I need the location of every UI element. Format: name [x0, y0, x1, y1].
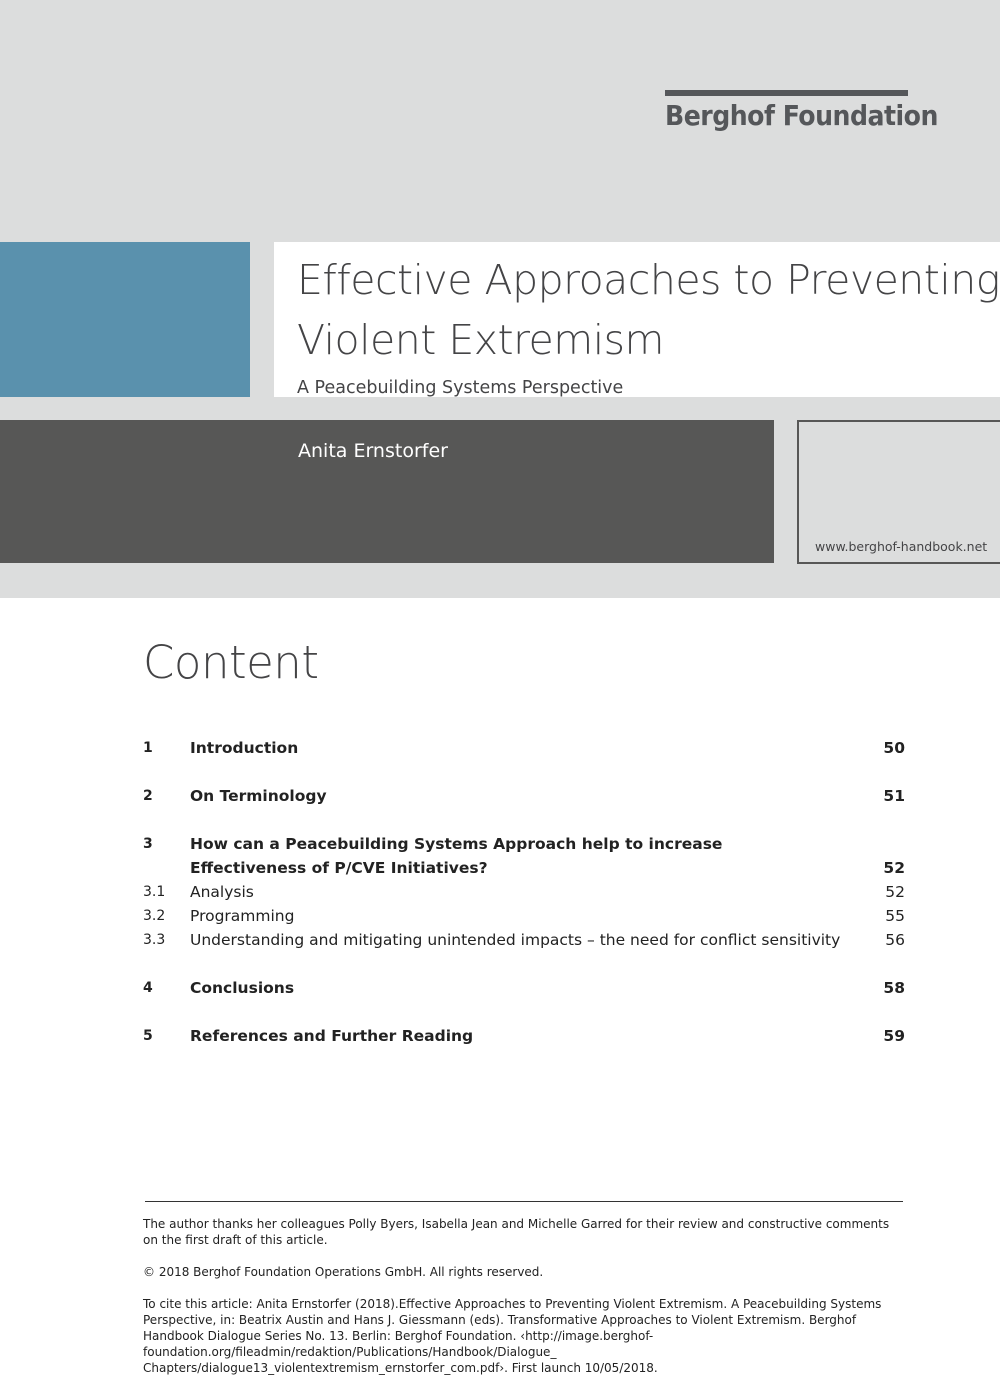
toc-entry-label: Introduction — [190, 739, 299, 757]
citation-link[interactable]: ‹http://image.berghof-foundation.org/fileadmin/redaktion/Publications/Handbook/Dialogue_ Chapters/dialogue13_violentextremism_ernstorfer_com.pdf› — [143, 1329, 654, 1375]
toc-entry-num: 3.3 — [143, 932, 166, 948]
toc-entry-num: 2 — [143, 788, 153, 804]
footer-divider — [145, 1201, 903, 1202]
copyright-text: © 2018 Berghof Foundation Operations GmbH. All rights reserved. — [143, 1265, 544, 1279]
berghof-logo — [665, 90, 938, 133]
author-box — [0, 420, 774, 563]
citation-suffix: . First launch 10/05/2018. — [504, 1361, 658, 1375]
toc-entry[interactable] — [143, 976, 905, 1000]
toc-entry-label: How can a Peacebuilding Systems Approach help to increase Effectiveness of P/CVE Initiatives? — [190, 835, 723, 877]
author-name: Anita Ernstorfer — [298, 440, 448, 462]
toc-entry[interactable] — [143, 928, 905, 952]
toc-entry-page: 52 — [883, 859, 905, 877]
website-box — [797, 420, 1000, 564]
acknowledgement-text: The author thanks her colleagues Polly Byers, Isabella Jean and Michelle Garred for their review and constructive comments on the first draft of this article. — [143, 1217, 890, 1247]
article-subtitle: A Peacebuilding Systems Perspective — [297, 378, 624, 398]
toc-entry[interactable] — [143, 736, 905, 760]
toc-entry-page: 58 — [883, 979, 905, 997]
title-box — [274, 242, 1000, 397]
toc-entry-num: 5 — [143, 1028, 153, 1044]
toc-entry-label: On Terminology — [190, 787, 327, 805]
website-link[interactable]: www.berghof-handbook.net — [815, 539, 988, 554]
toc-entry-page: 55 — [885, 907, 905, 925]
toc-entry[interactable] — [143, 784, 905, 808]
toc-entry-page: 50 — [883, 739, 905, 757]
toc-entry-label: Understanding and mitigating unintended impacts – the need for conflict sensitivity — [190, 931, 841, 949]
toc-entry[interactable] — [143, 832, 905, 880]
toc-entry-num: 4 — [143, 980, 153, 996]
accent-block — [0, 242, 250, 397]
toc-entry-num: 1 — [143, 740, 153, 756]
citation-text — [143, 1296, 905, 1376]
toc-entry-page: 56 — [885, 931, 905, 949]
toc-entry-label: Analysis — [190, 883, 254, 901]
toc-entry-label: Conclusions — [190, 979, 295, 997]
toc-entry[interactable] — [143, 1024, 905, 1048]
toc-entry[interactable] — [143, 904, 905, 928]
toc-entry[interactable] — [143, 880, 905, 904]
toc-heading: Content — [143, 636, 319, 689]
toc-entry-num: 3 — [143, 836, 153, 852]
citation-prefix: To cite this article: Anita Ernstorfer (2018).Effective Approaches to Preventing Violent Extremism. A Peacebuilding Systems Perspective, in: Beatrix Austin and Hans J. Giessmann (eds). Transformative Approaches to Violent Extremism. Berghof Handbook Dialogue Series No. 13. Berlin: Berghof Foundation. — [143, 1297, 882, 1343]
article-title: Effective Approaches to Preventing Violent Extremism — [297, 256, 1000, 364]
toc-entry-label: References and Further Reading — [190, 1027, 474, 1045]
footer — [143, 1216, 905, 1392]
logo-text: Berghof Foundation — [665, 99, 938, 132]
toc-entry-page: 51 — [883, 787, 905, 805]
toc-entry-label: Programming — [190, 907, 295, 925]
toc-entry-num: 3.2 — [143, 908, 166, 924]
toc-entry-page: 59 — [883, 1027, 905, 1045]
table-of-contents — [143, 736, 905, 1048]
toc-entry-page: 52 — [885, 883, 905, 901]
logo-bar — [665, 90, 908, 96]
toc-entry-num: 3.1 — [143, 884, 166, 900]
